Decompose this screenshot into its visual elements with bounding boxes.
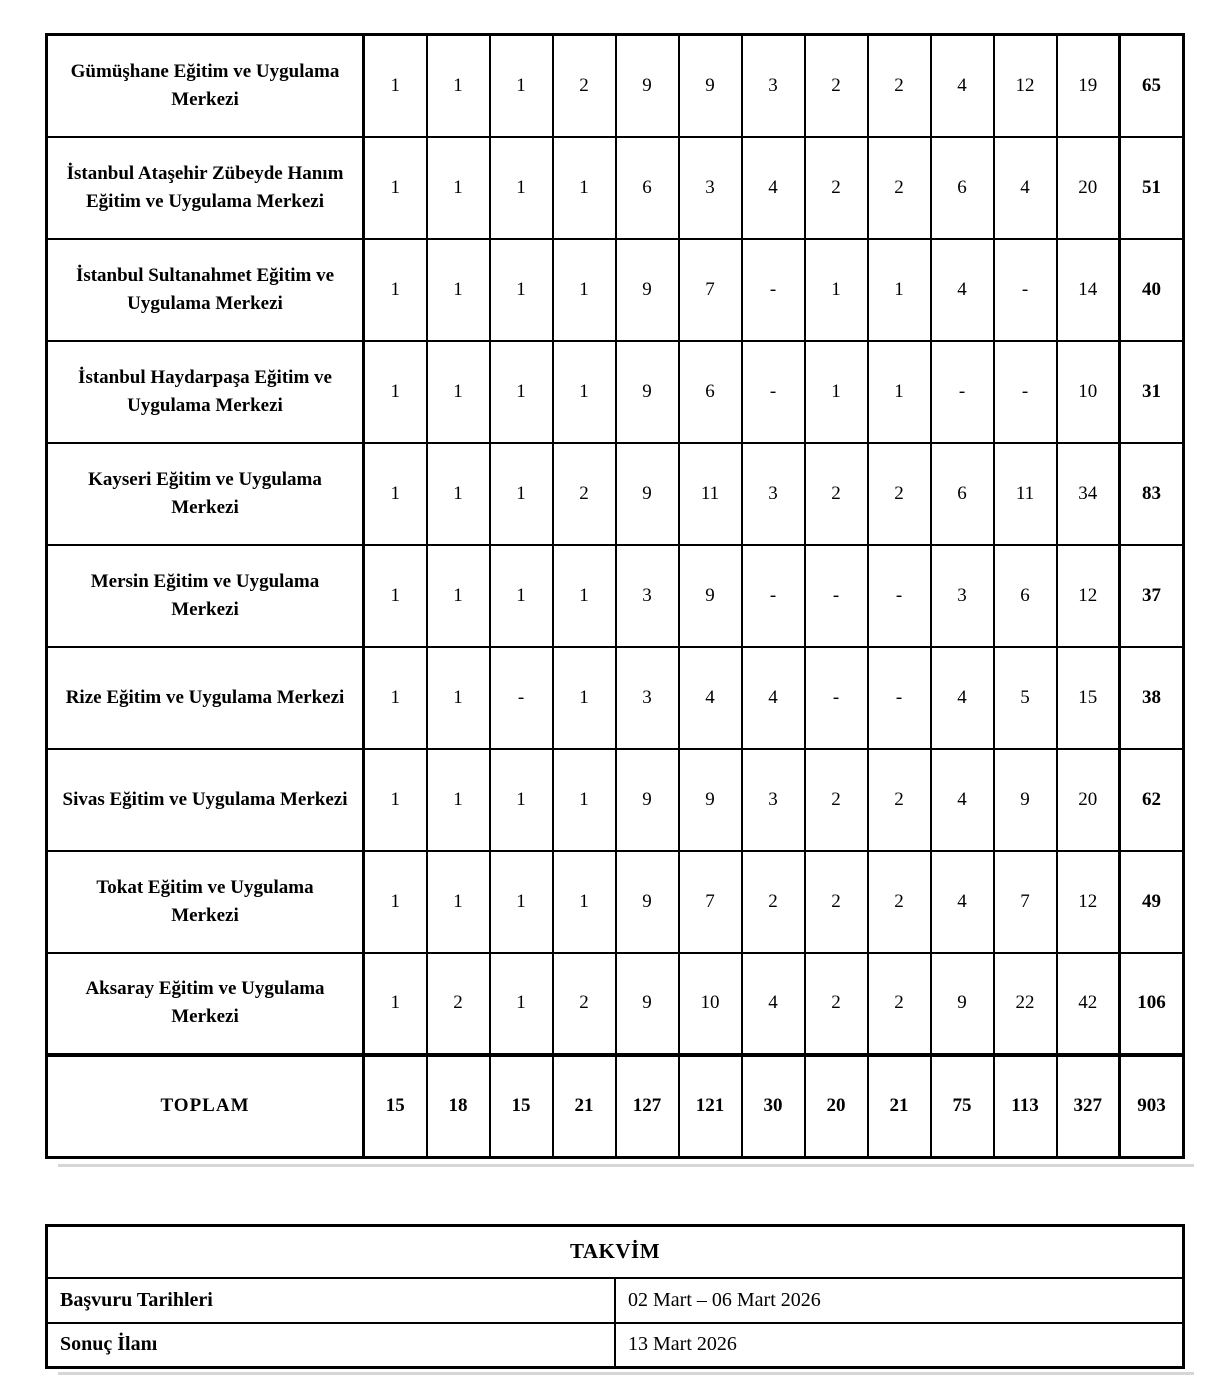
takvim-label-sonuc: Sonuç İlanı <box>47 1323 616 1368</box>
quota-cell: - <box>994 239 1057 341</box>
center-name: Sivas Eğitim ve Uygulama Merkezi <box>47 749 364 851</box>
quota-cell: 9 <box>616 953 679 1055</box>
center-name: Tokat Eğitim ve Uygulama Merkezi <box>47 851 364 953</box>
quota-cell: 6 <box>994 545 1057 647</box>
quota-cell: 1 <box>364 443 427 545</box>
quota-cell: 2 <box>553 35 616 137</box>
quota-cell: 1 <box>553 851 616 953</box>
center-row <box>47 341 1184 443</box>
row-total-cell: 65 <box>1120 35 1184 137</box>
row-total-cell: 40 <box>1120 239 1184 341</box>
quota-cell: 20 <box>1057 749 1120 851</box>
quota-cell: 1 <box>427 35 490 137</box>
quota-cell: 9 <box>994 749 1057 851</box>
quota-cell: 2 <box>553 953 616 1055</box>
quota-cell: 2 <box>868 953 931 1055</box>
quota-cell: 11 <box>679 443 742 545</box>
quota-cell: 6 <box>616 137 679 239</box>
quota-cell: 2 <box>868 35 931 137</box>
quota-cell: 12 <box>1057 851 1120 953</box>
takvim-row <box>47 1278 1184 1323</box>
takvim-row <box>47 1323 1184 1368</box>
quota-cell: 9 <box>931 953 994 1055</box>
quota-cell: 4 <box>931 239 994 341</box>
quota-cell: - <box>742 545 805 647</box>
row-total-cell: 62 <box>1120 749 1184 851</box>
takvim-table <box>45 1224 1185 1369</box>
quota-cell: 6 <box>679 341 742 443</box>
center-row <box>47 749 1184 851</box>
quota-cell: 1 <box>805 239 868 341</box>
quota-cell: 3 <box>931 545 994 647</box>
quota-cell: 2 <box>805 35 868 137</box>
row-total-cell: 38 <box>1120 647 1184 749</box>
quota-cell: 10 <box>1057 341 1120 443</box>
takvim-title: TAKVİM <box>47 1226 1184 1278</box>
quota-cell: 2 <box>868 851 931 953</box>
quota-cell: 1 <box>364 341 427 443</box>
center-row <box>47 953 1184 1055</box>
quota-cell: - <box>805 647 868 749</box>
quota-cell: 1 <box>364 545 427 647</box>
quota-cell: 1 <box>490 137 553 239</box>
quota-cell: 1 <box>490 239 553 341</box>
row-total-cell: 49 <box>1120 851 1184 953</box>
quota-cell: 1 <box>805 341 868 443</box>
quota-cell: 1 <box>553 647 616 749</box>
quota-cell: 1 <box>553 749 616 851</box>
quota-cell: 4 <box>994 137 1057 239</box>
quota-cell: 1 <box>490 851 553 953</box>
quota-cell: 22 <box>994 953 1057 1055</box>
quota-cell: - <box>868 647 931 749</box>
quota-cell: 2 <box>868 749 931 851</box>
quota-cell: 2 <box>868 443 931 545</box>
quota-cell: 9 <box>616 851 679 953</box>
quota-cell: 1 <box>364 137 427 239</box>
quota-cell: 1 <box>427 341 490 443</box>
center-row <box>47 851 1184 953</box>
quota-cell: 1 <box>490 341 553 443</box>
quota-cell: 9 <box>679 545 742 647</box>
quota-cell: 1 <box>490 749 553 851</box>
quota-cell: 4 <box>742 137 805 239</box>
toplam-cell: 21 <box>553 1055 616 1158</box>
quota-cell: - <box>931 341 994 443</box>
toplam-cell: 15 <box>490 1055 553 1158</box>
quota-cell: 4 <box>931 851 994 953</box>
quota-cell: 4 <box>742 953 805 1055</box>
placement-quota-table <box>45 33 1185 1159</box>
quota-cell: 1 <box>490 443 553 545</box>
takvim-header-row <box>47 1226 1184 1278</box>
quota-cell: - <box>805 545 868 647</box>
center-name: Aksaray Eğitim ve Uygulama Merkezi <box>47 953 364 1055</box>
quota-cell: 1 <box>364 953 427 1055</box>
center-name: Mersin Eğitim ve Uygulama Merkezi <box>47 545 364 647</box>
quota-cell: 1 <box>490 545 553 647</box>
toplam-cell: 20 <box>805 1055 868 1158</box>
toplam-cell: 327 <box>1057 1055 1120 1158</box>
quota-cell: 1 <box>427 647 490 749</box>
quota-cell: 2 <box>805 137 868 239</box>
quota-cell: 2 <box>742 851 805 953</box>
quota-cell: 42 <box>1057 953 1120 1055</box>
quota-cell: 6 <box>931 137 994 239</box>
quota-cell: 1 <box>364 749 427 851</box>
center-name: Gümüşhane Eğitim ve Uygulama Merkezi <box>47 35 364 137</box>
center-name: Rize Eğitim ve Uygulama Merkezi <box>47 647 364 749</box>
quota-cell: 1 <box>553 545 616 647</box>
row-total-cell: 37 <box>1120 545 1184 647</box>
row-total-cell: 31 <box>1120 341 1184 443</box>
row-total-cell: 106 <box>1120 953 1184 1055</box>
grand-total-cell: 903 <box>1120 1055 1184 1158</box>
toplam-cell: 121 <box>679 1055 742 1158</box>
quota-cell: 4 <box>931 35 994 137</box>
quota-cell: 1 <box>427 851 490 953</box>
quota-cell: 2 <box>805 749 868 851</box>
center-row <box>47 443 1184 545</box>
quota-cell: 12 <box>1057 545 1120 647</box>
quota-cell: 7 <box>994 851 1057 953</box>
takvim-label-basvuru: Başvuru Tarihleri <box>47 1278 616 1323</box>
quota-cell: 2 <box>553 443 616 545</box>
quota-cell: 3 <box>679 137 742 239</box>
quota-cell: 9 <box>616 443 679 545</box>
quota-cell: 3 <box>742 749 805 851</box>
center-name: Kayseri Eğitim ve Uygulama Merkezi <box>47 443 364 545</box>
quota-cell: 1 <box>868 341 931 443</box>
toplam-cell: 21 <box>868 1055 931 1158</box>
toplam-cell: 30 <box>742 1055 805 1158</box>
row-total-cell: 83 <box>1120 443 1184 545</box>
takvim-value-basvuru: 02 Mart – 06 Mart 2026 <box>615 1278 1184 1323</box>
quota-cell: 1 <box>364 239 427 341</box>
center-row <box>47 545 1184 647</box>
quota-cell: 9 <box>616 341 679 443</box>
row-total-cell: 51 <box>1120 137 1184 239</box>
quota-cell: 1 <box>490 953 553 1055</box>
quota-cell: 9 <box>616 749 679 851</box>
quota-cell: 9 <box>679 749 742 851</box>
quota-cell: 5 <box>994 647 1057 749</box>
quota-cell: 1 <box>427 443 490 545</box>
quota-cell: 12 <box>994 35 1057 137</box>
quota-cell: 4 <box>679 647 742 749</box>
quota-cell: 7 <box>679 851 742 953</box>
quota-cell: 1 <box>427 749 490 851</box>
quota-cell: 1 <box>490 35 553 137</box>
quota-cell: 1 <box>553 137 616 239</box>
quota-cell: 11 <box>994 443 1057 545</box>
scan-shadow-main-table <box>58 1164 1194 1167</box>
quota-cell: 15 <box>1057 647 1120 749</box>
quota-cell: - <box>742 239 805 341</box>
quota-cell: 1 <box>427 137 490 239</box>
quota-cell: 2 <box>805 953 868 1055</box>
quota-cell: 4 <box>931 647 994 749</box>
quota-cell: 2 <box>427 953 490 1055</box>
toplam-cell: 113 <box>994 1055 1057 1158</box>
quota-cell: 2 <box>805 443 868 545</box>
quota-cell: 7 <box>679 239 742 341</box>
center-row <box>47 239 1184 341</box>
quota-cell: 1 <box>364 851 427 953</box>
quota-cell: 3 <box>616 545 679 647</box>
toplam-cell: 75 <box>931 1055 994 1158</box>
quota-cell: 1 <box>364 647 427 749</box>
quota-cell: - <box>994 341 1057 443</box>
center-name: İstanbul Haydarpaşa Eğitim ve Uygulama Merkezi <box>47 341 364 443</box>
quota-cell: 4 <box>742 647 805 749</box>
quota-cell: 1 <box>553 239 616 341</box>
quota-cell: 2 <box>868 137 931 239</box>
toplam-label: TOPLAM <box>47 1055 364 1158</box>
quota-cell: - <box>490 647 553 749</box>
quota-cell: 20 <box>1057 137 1120 239</box>
toplam-row <box>47 1055 1184 1158</box>
center-name: İstanbul Sultanahmet Eğitim ve Uygulama Merkezi <box>47 239 364 341</box>
quota-cell: 19 <box>1057 35 1120 137</box>
quota-cell: 14 <box>1057 239 1120 341</box>
quota-cell: 3 <box>742 443 805 545</box>
quota-cell: 1 <box>868 239 931 341</box>
quota-table-body <box>47 35 1184 1158</box>
quota-cell: 1 <box>427 239 490 341</box>
center-name: İstanbul Ataşehir Zübeyde Hanım Eğitim ve Uygulama Merkezi <box>47 137 364 239</box>
quota-cell: - <box>742 341 805 443</box>
quota-cell: 2 <box>805 851 868 953</box>
quota-cell: 1 <box>553 341 616 443</box>
quota-cell: 3 <box>616 647 679 749</box>
quota-cell: 9 <box>679 35 742 137</box>
center-row <box>47 35 1184 137</box>
quota-cell: 6 <box>931 443 994 545</box>
toplam-cell: 18 <box>427 1055 490 1158</box>
quota-cell: 3 <box>742 35 805 137</box>
quota-cell: - <box>868 545 931 647</box>
takvim-value-sonuc: 13 Mart 2026 <box>615 1323 1184 1368</box>
quota-cell: 1 <box>427 545 490 647</box>
scan-shadow-bottom <box>58 1372 1194 1375</box>
toplam-cell: 127 <box>616 1055 679 1158</box>
quota-cell: 9 <box>616 35 679 137</box>
center-row <box>47 647 1184 749</box>
quota-cell: 10 <box>679 953 742 1055</box>
toplam-cell: 15 <box>364 1055 427 1158</box>
quota-cell: 9 <box>616 239 679 341</box>
quota-cell: 34 <box>1057 443 1120 545</box>
quota-cell: 4 <box>931 749 994 851</box>
quota-cell: 1 <box>364 35 427 137</box>
center-row <box>47 137 1184 239</box>
